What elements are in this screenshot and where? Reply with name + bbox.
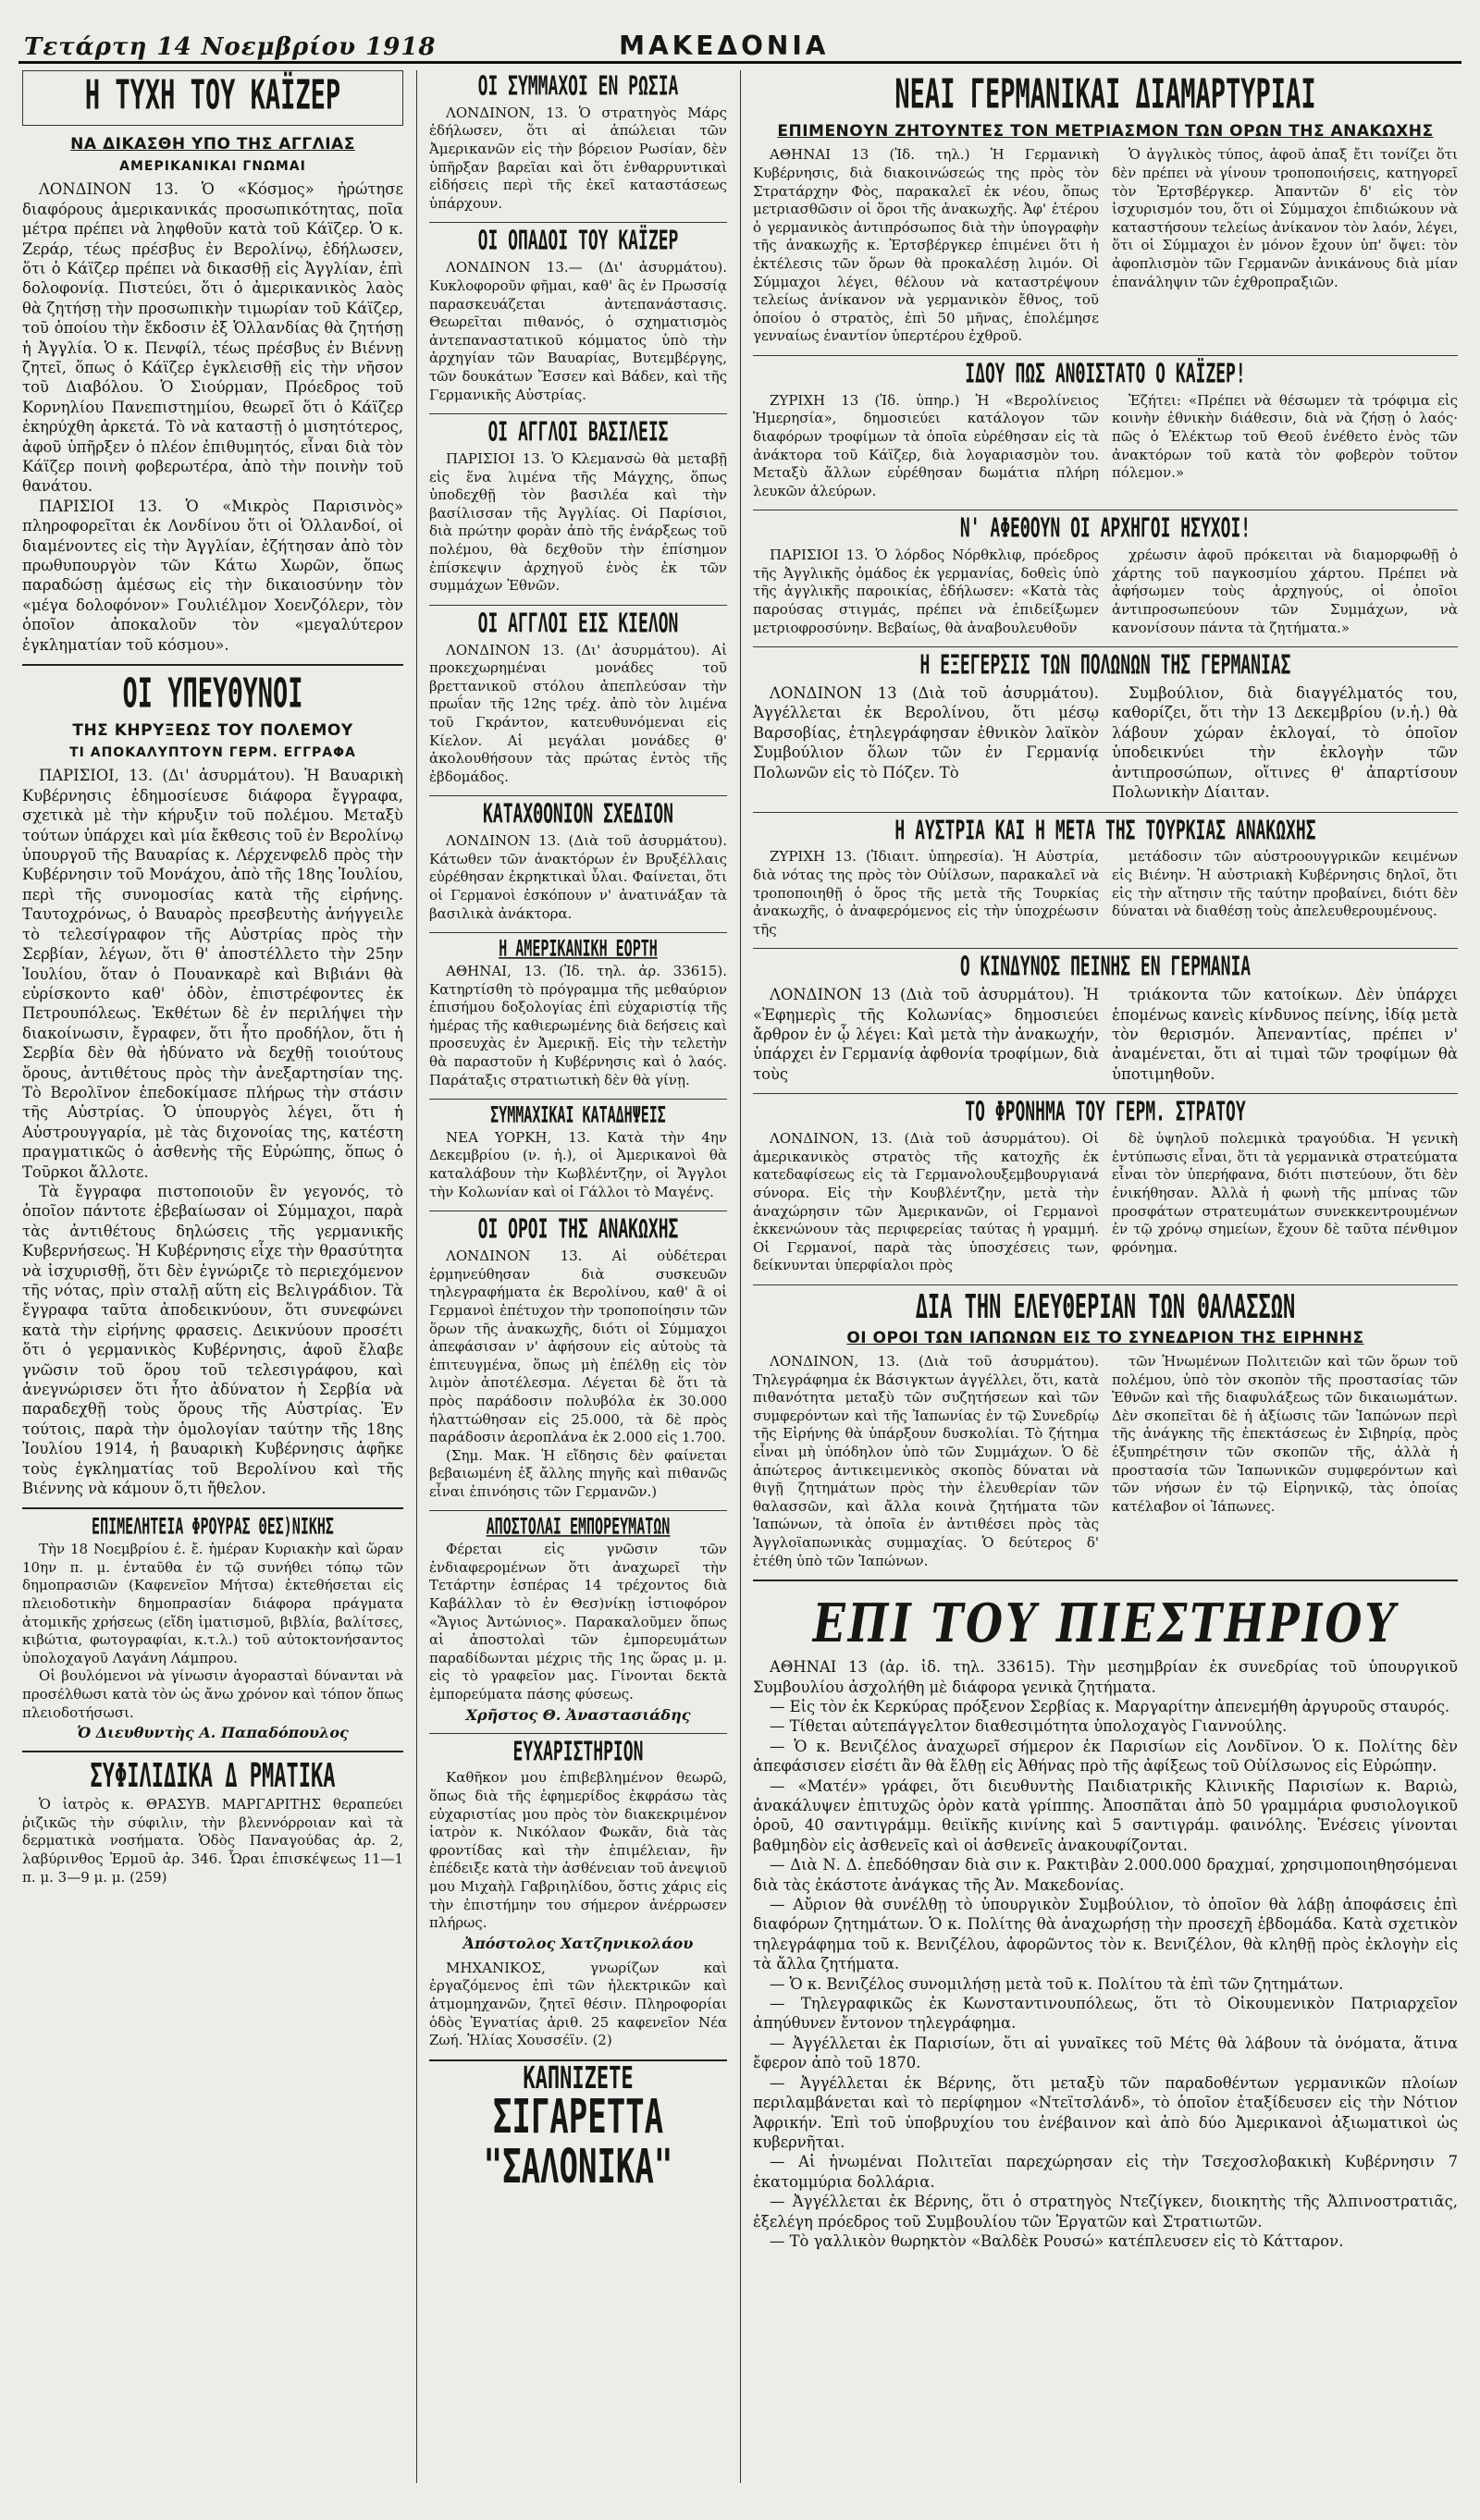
ad-line: ΣΙΓΑΡΕΤΤΑ "ΣΑΛΟΝΙΚΑ" [483, 2089, 673, 2195]
paragraph: — Διὰ Ν. Δ. ἐπεδόθησαν διὰ σιν κ. Ρακτιβὰν 2.000.000 δραχμαί, χρησιμοποιηθησόμεναι διὰ τὰς ἐκάστοτε ἀνάγκας τῆς Ἀν. Μακεδονίας. [753, 1856, 1458, 1894]
two-column-body [753, 146, 1458, 346]
two-column-body [753, 985, 1458, 1084]
two-column-body [753, 547, 1458, 637]
paragraph: (Σημ. Μακ. Ἡ εἴδησις δὲν φαίνεται βεβαιωμένη ἐξ ἄλλης πηγῆς καὶ πιθανῶς εἶναι ἐπινόησις τῶν Γερμανῶν.) [429, 1446, 727, 1500]
paragraph: ΛΟΝΔΙΝΟΝ, 13. (Διὰ τοῦ ἀσυρμάτου). Τηλεγράφημα ἐκ Βάσιγκτων ἀγγέλλει, ὅτι, κατὰ πιθανότητα μεταξὺ τῶν συζητήσεων καὶ τῶν συμφερόντων καὶ τῆς Ἰαπωνίας ἐν τῷ Συνεδρίῳ τῆς Εἰρήνης θὰ ὑπάρξουν δυσκολίαι. Τὸ ζήτημα εἶναι μὴ ὑπόδηλον ὑπὸ τῶν Συμμάχων. Ὁ δὲ ἀπώτερος ἀντικειμενικὸς σκοπὸς δύναται νὰ θιγῇ ζητημάτων πρὸς τὴν ἐλευθερίαν τῶν θαλασσῶν, καὶ ἄλλα κοινὰ ζητήματα τῶν Ἰαπώνων, τὰ ὁποῖα ἐν ἀντιθέσει πρὸς τὰς Ἀγγλοϊαπωνικὰς συμμαχίας. Ὁ δεύτερος δ' ἐτέθη ὑπὸ τῶν Ἰαπώνων. [753, 1353, 1099, 1569]
article-kiel [429, 608, 727, 787]
headline: ΔΙΑ ΤΗΝ ΕΛΕΥΘΕΡΙΑΝ ΤΩΝ ΘΑΛΑΣΣΩΝ [915, 1289, 1296, 1327]
newspaper-name: ΜΑΚΕΔΟΝΙΑ [619, 31, 830, 61]
newspaper-page [18, 18, 1462, 2483]
paragraph: ΠΑΡΙΣΙΟΙ 13. Ὁ λόρδος Νόρθκλιφ, πρόεδρος τῆς Ἀγγλικῆς ὁμάδος ἐκ γερμανίας, δοθεὶς ὑπὸ τῆς ἀγγλικῆς παροικίας, ἐδήλωσεν: «Κατὰ τὰς παρούσας στιγμάς, πρέπει νὰ ἐπιδείξωμεν μετριοφροσύνην. Βεβαίως, θὰ ἀναβουλευθοῦν [753, 547, 1099, 636]
headline: ΤΟ ΦΡΟΝΗΜΑ ΤΟΥ ΓΕΡΜ. ΣΤΡΑΤΟΥ [965, 1097, 1246, 1129]
paragraph: ΛΟΝΔΙΝΟΝ 13. (Διὰ τοῦ ἀσυρμάτου). Κάτωθεν τῶν ἀνακτόρων ἐν Βρυξέλλαις εὑρέθησαν ἐκρηκτικαὶ ὗλαι. Φαίνεται, ὅτι οἱ Γερμανοὶ ἐσκόπουν ν' ἀνατινάξαν τὰ βασιλικὰ ἀνάκτορα. [429, 832, 727, 922]
two-column-body [753, 683, 1458, 802]
paragraph: μετάδοσιν τῶν αὐστροουγγρικῶν κειμένων εἰς Βιένην. Ἡ αὐστριακὴ Κυβέρνησις δηλοῖ, ὅτι εἰς τὴν αἴτησιν τῆς ταύτην προβαίνει, διότι δὲν δύναται νὰ διαθέσῃ τοὺς ἀπελευθερουμένους. [1112, 848, 1458, 920]
headline: ΙΔΟΥ ΠΩΣ ΑΝΘΙΣΤΑΤΟ Ο ΚΑΪΖΕΡ! [965, 359, 1246, 390]
article-kaiser-resisted [753, 359, 1458, 500]
headline: ΟΙ ΑΓΓΛΟΙ ΒΑΣΙΛΕΙΣ [487, 417, 669, 449]
subheadline: ΤΗΣ ΚΗΡΥΞΕΩΣ ΤΟΥ ΠΟΛΕΜΟΥ [72, 721, 353, 741]
headline: ΟΙ ΟΠΑΔΟΙ ΤΟΥ ΚΑΪΖΕΡ [477, 226, 679, 258]
paragraph: ΛΟΝΔΙΝΟΝ 13. Αἱ οὐδέτεραι ἑρμηνεύθησαν διὰ συσκευῶν τηλεγραφήματα ἐκ Βερολίνου, καθ' ἃ οἱ Γερμανοὶ ἐπέτυχον τὴν τροποποίησιν τῶν ὅρων τῆς ἀνακωχῆς, διότι οἱ Σύμμαχοι ἀπεφάσισαν ν' ἀφήσουν εἰς αὐτοὺς τὰ ἐπιτευγμένα, ὅπως μὴ ἐπέλθῃ εἰς τὸν λιμὸν ἀποτέλεσμα. Λέγεται δὲ ὅτι τὰ πρὸς παράδοσιν πολυβόλα ἐκ 30.000 ἠλαττώθησαν εἰς 25.000, τὰ δὲ πρὸς παράδοσιν ἀεροπλάνα ἐκ 2.000 εἰς 1.700. [429, 1248, 727, 1446]
paragraph: — Ἀγγέλλεται ἐκ Βέρνης, ὅτι μεταξὺ τῶν παραδοθέντων γερμανικῶν πλοίων περιλαμβάνεται καὶ τὸ περίφημον «Ντεϊτσλάνδ», τὸ ὁποῖον ἐταξίδευσεν εἰς τὴν Νότιον Ἀφρικήν. Ἐπὶ τοῦ ὑποβρυχίου του ἐνέβαινον καὶ ἀπὸ δύο Ἀμερικανοὶ ἀξιωματικοὶ ὡς κυβερνῆται. [753, 2073, 1458, 2151]
ad-doctor [22, 1760, 403, 1887]
paragraph: — Εἰς τὸν ἐκ Κερκύρας πρόξενον Σερβίας κ. Μαργαρίτην ἀπενεμήθη ἀργυροῦς σταυρός. [770, 1697, 1450, 1715]
paragraph: Συμβούλιον, διὰ διαγγέλματός του, καθορίζει, ὅτι τὴν 13 Δεκεμβρίου (ν.ἡ.) θὰ λάβουν χώραν ἐκλογαί, τὸ ὁποῖον ὑποδεικνύει τὴν ἐκλογὴν τῶν ἀντιπροσώπων, οἵτινες θ' ἀπαρτίσουν Πολωνικὴν Δίαιταν. [1112, 684, 1458, 802]
paragraph: ΑΘΗΝΑΙ 13 (ἀρ. ἰδ. τηλ. 33615). Τὴν μεσημβρίαν ἐκ συνεδρίας τοῦ ὑπουργικοῦ Συμβουλίου ἀσχολήθη μὲ διάφορα γενικὰ ζητήματα. [753, 1658, 1458, 1696]
paragraph: — Ἀγγέλλεται ἐκ Βέρνης, ὅτι ὁ στρατηγὸς Ντεζίγκεν, διοικητὴς τῆς Ἀλπινοστρατιᾶς, ἐξελέγη πρόεδρος τοῦ Συμβουλίου τῶν Ἐργατῶν καὶ Στρατιωτῶν. [753, 2193, 1458, 2231]
article-leaders-quiet [753, 513, 1458, 637]
headline: ΕΠΙ ΤΟΥ ΠΙΕΣΤΗΡΙΟΥ [812, 1592, 1399, 1654]
subheadline: ΝΑ ΔΙΚΑΣΘΗ ΥΠΟ ΤΗΣ ΑΓΓΛΙΑΣ [70, 135, 355, 154]
paragraph: — Αἱ ἡνωμέναι Πολιτεῖαι παρεχώρησαν εἰς τὴν Τσεχοσλοβακικὴ Κυβέρνησιν 7 ἑκατομμύρια δολλάρια. [753, 2153, 1458, 2191]
paragraph: τριάκοντα τῶν κατοίκων. Δὲν ὑπάρχει ἑπομένως κανεὶς κίνδυνος πείνης, ἰδίᾳ μετὰ τὸν θερισμόν. Ἀπεναντίας, πρέπει ν' ἀναμένεται, ὅτι αἱ τιμαὶ τῶν τροφίμων θὰ ὑποτιμηθοῦν. [1112, 986, 1458, 1083]
paragraph: ΖΥΡΙΧΗ 13 (Ἰδ. ὑπηρ.) Ἡ «Βερολίνειος Ἡμερησία», δημοσιεύει κατάλογον τῶν διαφόρων τροφίμων τὰ ὁποῖα εὑρέθησαν εἰς τὰ ἀνάκτορα τοῦ Κάϊζερ, διὰ λογαριασμὸν του. Μεταξὺ ἄλλων εὑρέθησαν δωμάτια πλήρη λευκῶν ἀλεύρων. [753, 391, 1099, 499]
paragraph: — Ὁ κ. Βενιζέλος ἀναχωρεῖ σήμερον ἐκ Παρισίων εἰς Λονδῖνον. Ὁ κ. Πολίτης δὲν ἀπεφάσισεν εἰσέτι ἂν θὰ ἔλθῃ εἰς Ἀθήνας πρὸ τῆς ἀφίξεως τοῦ Οὐίλσωνος εἰς Εὐρώπην. [753, 1737, 1458, 1776]
paragraph: Οἱ βουλόμενοι νὰ γίνωσιν ἀγορασταὶ δύνανται νὰ προσέλθωσι κατὰ τὸν ὡς ἄνω χρόνον καὶ τόπον ὅπως πλειοδοτήσωσι. [22, 1667, 403, 1721]
masthead [18, 18, 1462, 64]
paragraph: — «Ματέν» γράφει, ὅτι διευθυντὴς Παιδιατρικῆς Κλινικῆς Παρισίων κ. Βαριὼ, ἀνακάλυψεν ἐπιτυχῶς ὀρὸν κατὰ γρίππης. Ἀποσπᾶται ἀπὸ 50 γραμμάρια φυσιολογικοῦ ὀροῦ, 40 σαντιγράμμ. θειϊκῆς κινίνης καὶ 5 σαντιγράμ. φαινόλης. Ἐνέσεις γίνονται βαθμηδὸν εἰς ἀσθενεῖς καὶ οἱ ἀσθενεῖς ἀνακουφίζονται. [753, 1776, 1458, 1854]
headline: ΣΥΦΙΛΙΔΙΚΑ Δ ΡΜΑΤΙΚΑ [90, 1758, 336, 1796]
headline: Η ΑΥΣΤΡΙΑ ΚΑΙ Η ΜΕΤΑ ΤΗΣ ΤΟΥΡΚΙΑΣ ΑΝΑΚΩΧΗΣ [894, 815, 1316, 847]
headline: ΣΥΜΜΑΧΙΚΑΙ ΚΑΤΑΔΗΨΕΙΣ [490, 1101, 666, 1129]
paragraph: — Τὸ γαλλικὸν θωρηκτὸν «Βαλδὲκ Ρουσώ» κατέπλευσεν εἰς τὸ Κάτταρον. [770, 2231, 1344, 2250]
article-allied-occupation [429, 1101, 727, 1201]
headline: Ο ΚΙΝΔΥΝΟΣ ΠΕΙΝΗΣ ΕΝ ΓΕΡΜΑΝΙΑ [959, 952, 1252, 984]
article-american-feast [429, 935, 727, 1089]
two-column-body [753, 848, 1458, 939]
paragraph: ΛΟΝΔΙΝΟΝ, 13. Ὁ στρατηγὸς Μάρς ἐδήλωσεν, ὅτι αἱ ἀπώλειαι τῶν Ἀμερικανῶν εἰς τὴν βόρειον Ρωσίαν, δὲν ὑπῆρξαν βαρεῖαι καὶ ὅτι ἐνθαρρυντικαὶ εἰδήσεις περὶ τῆς ἐκεῖ καταστάσεως ὑπάρχουν. [429, 104, 727, 212]
paragraph: Ἐζήτει: «Πρέπει νὰ θέσωμεν τὰ τρόφιμα εἰς κοινὴν ἐθνικὴν διάθεσιν, διὰ νὰ ζήσῃ ὁ λαός· πῶς ὁ Ἐλέκτωρ τοῦ Θεοῦ ἐνέθετο ἐνὸς τῶν ἀνακτόρων τοῦ κατὰ τὸν φοβερὸν τοῦτον πόλεμον.» [1112, 391, 1458, 482]
paragraph: ΛΟΝΔΙΝΟΝ 13 (Διὰ τοῦ ἀσυρμάτου). Ἀγγέλλεται ἐκ Βερολίνου, ὅτι μέσῳ Βαρσοβίας, ἐτηλεγράφησαν ἐθνικὸν λαϊκὸν Συμβούλιον ὅλων τῶν ἐν Γερμανίᾳ Πολωνῶν εἰς τὸ Πόζεν. Τὸ [753, 684, 1099, 781]
notice-garrison [22, 1513, 403, 1742]
paragraph: ΛΟΝΔΙΝΟΝ 13. (Δι' ἀσυρμάτου). Αἱ προκεχωρημέναι μονάδες τοῦ βρεττανικοῦ στόλου ἀπεπλεύσαν τὴν πρωΐαν τῆς 12ης τρέχ. ἀπὸ τὸν λιμένα τοῦ Γκράντον, κατευθυνόμεναι εἰς Κίελον. Αἱ μεγάλαι μονάδες θ' ἀκολουθήσουν τὰς πρώτας ἐντὸς τῆς ἑβδομάδος. [429, 641, 727, 785]
headline: Η ΑΜΕΡΙΚΑΝΙΚΗ ΕΟΡΤΗ [499, 935, 658, 963]
signature: Χρῆστος Θ. Ἀναστασιάδης [465, 1705, 691, 1724]
headline: ΕΥΧΑΡΙΣΤΗΡΙΟΝ [512, 1736, 644, 1768]
paragraph: ΖΥΡΙΧΗ 13. (Ἰδιαιτ. ὑπηρεσία). Ἡ Αὐστρία, διὰ νότας της πρὸς τὸν Οὐίλσων, παρακαλεῖ νὰ τροποποιηθῇ ὁ ὅρος τῆς μετὰ τῆς Τουρκίας ἀνακωχῆς, ὁ ἀναφερόμενος εἰς τὴν ὑποχρέωσιν τῆς [753, 848, 1099, 938]
paragraph: — Τηλεγραφικῶς ἐκ Κωνσταντινουπόλεως, ὅτι τὸ Οἰκουμενικὸν Πατριαρχεῖον ἀπηύθυνεν ἔντονον τηλεγράφημα. [753, 1995, 1458, 2033]
headline: ΑΠΟΣΤΟΛΑΙ ΕΜΠΟΡΕΥΜΑΤΩΝ [486, 1513, 671, 1541]
article-armistice-terms [429, 1214, 727, 1501]
paragraph: χρέωσιν ἀφοῦ πρόκειται νὰ διαμορφωθῇ ὁ χάρτης τοῦ παγκοσμίου χάρτου. Πρέπει νὰ ἀφήσωμεν τοὺς ἀρχηγούς, οἱ ὁποῖοι ἀντιπροσωπεύουν τῶν Συμμάχων, νὰ κανονίσουν πάντα τὰ ζητήματα.» [1112, 547, 1458, 636]
column-1 [18, 70, 407, 2483]
column-divider [740, 70, 741, 2483]
headline: ΕΠΙΜΕΛΗΤΕΙΑ ΦΡΟΥΡΑΣ ΘΕΣ)ΝΙΚΗΣ [92, 1513, 334, 1541]
headline: Η ΕΞΕΓΕΡΣΙΣ ΤΩΝ ΠΟΛΩΝΩΝ ΤΗΣ ΓΕΡΜΑΝΙΑΣ [919, 650, 1291, 682]
paragraph: Τὴν 18 Νοεμβρίου ἐ. ἔ. ἡμέραν Κυριακὴν καὶ ὥραν 10ην π. μ. ἐνταῦθα ἐν τῷ συνήθει τόπῳ τῶν δημοπρασιῶν (Καφενεῖον Μήτσα) ἐκτεθήσεται εἰς πλειοδοτικὴν δημοπρασίαν διάφορα πράγματα ἀτομικῆς χρήσεως (εἴδη ἱματισμοῦ, βιβλία, βαλίτσες, κιβώτια, φωτογραφίαι, κ.τ.λ.) τοῦ αὐτοκτονήσαντος ὑπολοχαγοῦ Λαγάνη Λάμπρου. [22, 1541, 403, 1666]
article-allies-russia [429, 71, 727, 213]
headline: Ν' ΑΦΕΘΟΥΝ ΟΙ ΑΡΧΗΓΟΙ ΗΣΥΧΟΙ! [959, 513, 1252, 546]
paragraph: Φέρεται εἰς γνῶσιν τῶν ἐνδιαφερομένων ὅτι ἀναχωρεῖ τὴν Τετάρτην ἑσπέρας 14 τρέχοντος διὰ Καβάλλαν τὸ ἐν Θεσ)νίκῃ ἱστιοφόρον «Ἅγιος Ἀντώνιος». Παρακαλοῦμεν ὅπως αἱ ἀποστολαὶ τῶν ἐμπορευμάτων παραδίδωνται μέχρις τῆς 1ης ὥρας μ. μ. εἰς τὸ γραφεῖον μας. Γίνονται δεκτὰ ἐμπορεύματα πάσης φύσεως. [429, 1541, 727, 1703]
headline: ΝΕΑΙ ΓΕΡΜΑΝΙΚΑΙ ΔΙΑΜΑΡΤΥΡΙΑΙ [894, 72, 1316, 118]
notice-thanks [429, 1736, 727, 2050]
paragraph: ΛΟΝΔΙΝΟΝ 13.— (Δι' ἀσυρμάτου). Κυκλοφοροῦν φῆμαι, καθ' ἃς ἐν Πρωσσίᾳ παρασκευάζεται ἀντεπανάστασις. Θεωρεῖται πιθανός, ὁ σχηματισμὸς ἀντεπαναστατικοῦ κόμματος ὑπὸ τὴν ἀρχηγίαν τῶν Βαυαρίας, Βυτεμβέργης, τῶν δουκάτων Ἔσσεν καὶ Βάδεν, καὶ τῆς Γερμανικῆς Αὐστρίας. [429, 259, 727, 403]
paragraph: ΠΑΡΙΣΙΟΙ 13. Ὁ «Μικρὸς Παρισινὸς» πληροφορεῖται ἐκ Λονδίνου ὅτι οἱ Ὁλλανδοί, οἱ διαμένοντες εἰς τὴν Ἀγγλίαν, ἐζήτησαν ἀπὸ τὸν πρωθυπουργὸν τῶν Κάτω Χωρῶν, ὅπως παραδώσῃ ἀμέσως εἰς τὴν δικαιοσύνην τὸν «μέγα δολοφόνον» Γουλιέλμον Χοενζόλερν, τὸν ὁποῖον ἀποκαλοῦν τὸν «μεγαλύτερον ἐγκληματίαν τοῦ κόσμου». [22, 497, 403, 654]
paragraph: Καθῆκον μου ἐπιβεβλημένον θεωρῶ, ὅπως διὰ τῆς ἐφημερίδος ἐκφράσω τὰς εὐχαριστίας μου πρὸς τὸν διακεκριμένον ἰατρὸν κ. Νικόλαον Φωκᾶν, διὰ τὰς φροντίδας καὶ τὴν ἐπιμέλειαν, ἣν ἐπέδειξε κατὰ τὴν ἀσθένειαν τοῦ ἀνεψιοῦ μου Μιχαὴλ Γαβριηλίδου, ὅστις χάρις εἰς τὴν ἐπιστήμην του σήμερον ἀνέρρωσεν πλήρως. [429, 1769, 727, 1932]
paragraph: Ὁ ἰατρὸς κ. ΘΡΑΣΥΒ. ΜΑΡΓΑΡΙΤΗΣ θεραπεύει ῥιζικῶς τὴν σύφιλιν, τὴν βλεννόρροιαν καὶ τὰ δερματικὰ νοσήματα. Ὁδὸς Παναγούδας ἀρ. 2, λαβύρινθος Ἐρμοῦ ἀρ. 346. Ὧραι ἐπισκέψεως 11—1 π. μ. 3—9 μ. μ. (259) [22, 1796, 403, 1886]
column-3 [749, 70, 1462, 2483]
paragraph: Ὁ ἀγγλικὸς τύπος, ἀφοῦ ἀπαξ ἔτι τονίζει ὅτι δὲν πρέπει νὰ γίνουν τροποποιήσεις, κατηγορεῖ τὸν Ἐρτσβέργκερ. Ἀπαντῶν δ' εἰς τὸν ἰσχυρισμόν του, ὅτι οἱ Σύμμαχοι ἐπιδιώκουν νὰ καταστήσουν τελείως ἀνίκανον τὸν λαόν, λέγει, ὅτι οἱ Σύμμαχοι ἐν μόνον ἔχουν ὑπ' ὄψει: τὸν ἀφοπλισμὸν τῶν Γερμανῶν ἀνικάνους διὰ μίαν ἐπανάληψιν τῶν ἐχθροπραξιῶν. [1112, 146, 1458, 290]
notice-shipments [429, 1513, 727, 1724]
article-underground-plan [429, 799, 727, 923]
two-column-body [753, 1130, 1458, 1275]
article-english-kings [429, 417, 727, 596]
headline: ΟΙ ΥΠΕΥΘΥΝΟΙ [122, 671, 303, 718]
ad-cigarettes [429, 2061, 727, 2195]
headline: ΚΑΤΑΧΘΟΝΙΟΝ ΣΧΕΔΙΟΝ [483, 799, 673, 831]
paragraph: Τὰ ἔγγραφα πιστοποιοῦν ἓν γεγονός, τὸ ὁποῖον πάντοτε ἐβεβαίωσαν οἱ Σύμμαχοι, παρὰ τὰς ἀντιθέτους δηλώσεις τῆς γερμανικῆς Κυβερνήσεως. Ἡ Κυβέρνησις εἶχε τὴν θρασύτητα νὰ ἰσχυρισθῇ, ὅτι δὲν ἐγνώριζε τὸ περιεχόμενον τῆς νότας, πρὶν σταλῇ αὕτη εἰς Βελιγράδιον. Τὰ ἔγγραφα ταῦτα ἀποδεικνύουν, ὅτι συνεφώνει κατὰ τὴν εἰρήνης φρασεις. Δεικνύουν προσέτι ὅτι ὁ γερμανικὸς Κυβέρνησις, ἀφοῦ ἔλαβε γνῶσιν τοῦ ὅρου τοῦ τελεσιγράφου, καὶ ἀνεγνώρισεν ὅτι ἦτο ἀδύνατον ἡ Σερβία νὰ παραδεχθῇ τοὺς ὅρους τῆς Αὐστρίας. Ἐν τούτοις, παρὰ τὴν ὁμολογίαν ταύτην τῆς 18ης Ἰουλίου 1914, ἡ βαυαρικὴ Κυβέρνησις ἀφῆκε τοὺς ἐγκληματίας τοῦ Βερολίνου καὶ τῆς Βιέννης νὰ κάμουν ὅ,τι ἤθελον. [22, 1182, 403, 1498]
columns [18, 70, 1462, 2483]
paragraph: — Αὔριον θὰ συνέλθῃ τὸ ὑπουργικὸν Συμβούλιον, τὸ ὁποῖον θὰ λάβῃ ἀποφάσεις ἐπὶ διαφόρων ζητημάτων. Ὁ κ. Πολίτης θὰ ἀναχωρήσῃ τὴν προσεχῆ ἑβδομάδα. Κατὰ σχετικὸν τηλεγράφημα τοῦ κ. Βενιζέλου, ἀφορῶντος τὸν κ. Βενιζέλον, θὰ κληθῇ πρὸς ἐκλογὴν εἰς τὰ ἄλλα ζητήματα. [753, 1896, 1458, 1973]
paragraph: δὲ ὑψηλοῦ πολεμικὰ τραγούδια. Ἡ γενικὴ ἐντύπωσις εἶναι, ὅτι τὰ γερμανικὰ στρατεύματα εἶναι τὸν ὑπερήφανα, διότι πιστεύουν, ὅτι δὲν ἐνικήθησαν. Ἀλλὰ ἡ φωνὴ τῆς μπίνας τῶν προσφάτων στρατευμάτων συνεκκεντρουμένων ἐν τῷ χρόνῳ σημείων, ἔχουν δὲ ταῦτα πένθιμον φρόνημα. [1112, 1130, 1458, 1256]
article-press-column [753, 1592, 1458, 2251]
paragraph: ΛΟΝΔΙΝΟΝ 13 (Διὰ τοῦ ἀσυρμάτου). Ἡ «Ἐφημερὶς τῆς Κολωνίας» δημοσιεύει ἄρθρον ἐν ᾧ λέγει: Καὶ μετὰ τὴν ἀνακωχήν, ὑπάρχει ἐν Γερμανίᾳ ἀφθονία τροφίμων, διὰ τοὺς [753, 986, 1099, 1083]
paragraph: — Ὁ κ. Βενιζέλος συνομιλήσῃ μετὰ τοῦ κ. Πολίτου τὰ ἐπὶ τῶν ζητημάτων. [770, 1974, 1344, 1993]
article-kaiser-followers [429, 228, 727, 404]
article-freedom-seas [753, 1291, 1458, 1570]
ad-line: ΚΑΠΝΙΖΕΤΕ [523, 2061, 634, 2096]
paragraph: ΑΘΗΝΑΙ, 13. (Ἰδ. τηλ. ἀρ. 33615). Κατηρτίσθη τὸ πρόγραμμα τῆς μεθαύριον ἐπισήμου δοξολογίας ἐπὶ εὐχαριστίᾳ τῆς ἡμέρας τῆς καθιερωμένης διὰ δεήσεις καὶ προσευχὰς ἐν Ἀμερικῇ. Εἰς τὴν τελετὴν θὰ παραστοῦν ἡ Κυβέρνησις καὶ ὁ λαός. Παράταξις στρατιωτικὴ δὲν θὰ γίνῃ. [429, 962, 727, 1088]
paragraph: ΝΕΑ ΥΟΡΚΗ, 13. Κατὰ τὴν 4ην Δεκεμβρίου (ν. ἡ.), οἱ Ἀμερικανοὶ θὰ καταλάβουν τὴν Κωβλέντζην, οἱ Ἄγγλοι τὴν Κολωνίαν καὶ οἱ Γάλλοι τὸ Μαγένς. [429, 1128, 727, 1200]
column-2 [426, 70, 731, 2483]
signature: Ἀπόστολος Χατζηνικολάου [462, 1934, 694, 1952]
paragraph: ΛΟΝΔΙΝΟΝ, 13. (Διὰ τοῦ ἀσυρμάτου). Οἱ ἀμερικανικὸς στρατὸς τῆς κατοχῆς ἐκ κατεδαφίσεως εἰς τὰ Γερμανολουξεμβουργιανά σύνορα. Εἰς τὴν Κουβλέντζην, μετὰ τὴν ἀναχώρησιν τῶν Ἀμερικανῶν, οἱ Γερμανοὶ ἐκκενώνουν τὰς περιφερείας ταύτας ἡ γραμμή. Οἱ Γερμανοί, παρὰ τὰς ὑποσχέσεις των, δείκνυνται ὑπερφίαλοι πρὸς [753, 1130, 1099, 1274]
article-kaiser-fate [22, 70, 403, 655]
headline: ΟΙ ΟΡΟΙ ΤΗΣ ΑΝΑΚΩΧΗΣ [477, 1214, 679, 1246]
article-austria-turkey [753, 815, 1458, 940]
two-column-body [753, 392, 1458, 501]
paragraph: τῶν Ἡνωμένων Πολιτειῶν καὶ τῶν ὅρων τοῦ πολέμου, ὑπὸ τὸν σκοπὸν τῆς προστασίας τῶν Ἐθνῶν καὶ τῆς διαφυλάξεως τῶν δικαιωμάτων. Δὲν σκοπεῖται δὲ ἡ ἀξίωσις τῶν Ἰαπώνων περὶ τῆς ἀνάγκης τῆς ἐπεκτάσεως ἐν Σιβηρίᾳ, πρὸς ἐξυπηρέτησιν τῶν σκοπῶν τῆς, ἀλλὰ ἡ προστασία τῶν Ἰαπωνικῶν συμφερόντων καὶ τῶν νήσων ἐν τῷ Εἰρηνικῷ, τὰς ὁποίας κατέλαβον οἱ Ἰάπωνες. [1112, 1353, 1458, 1515]
headline: Η ΤΥΧΗ ΤΟΥ ΚΑΪΖΕΡ [84, 73, 341, 119]
headline: ΟΙ ΣΥΜΜΑΧΟΙ ΕΝ ΡΩΣΙΑ [477, 71, 679, 103]
signature: Ὁ Διευθυντὴς Α. Παπαδόπουλος [77, 1724, 349, 1742]
paragraph: — Ἀγγέλλεται ἐκ Παρισίων, ὅτι αἱ γυναῖκες τοῦ Μέτς θὰ λάβουν τὰ ὀνόματα, ἅτινα ἔφερον ἀπὸ τοῦ 1870. [753, 2034, 1458, 2072]
article-famine-danger [753, 954, 1458, 1084]
kicker: ΑΜΕΡΙΚΑΝΙΚΑΙ ΓΝΩΜΑΙ [119, 159, 306, 175]
article-army-morale [753, 1097, 1458, 1275]
paragraph: ΠΑΡΙΣΙΟΙ 13. Ὁ Κλεμανσὼ θὰ μεταβῇ εἰς ἕνα λιμένα τῆς Μάγχης, ὅπως ὑποδεχθῇ τὸν βασιλέα καὶ τὴν βασίλισσαν τῆς Ἀγγλίας. Οἱ Παρίσιοι, διὰ πρώτην φορὰν ἀπὸ τῆς ἐνάρξεως τοῦ πολέμου, θὰ δεχθοῦν τὴν ἐπίσημον ἐπίσκεψιν ἀρχηγοῦ ἑνὸς ἐκ τῶν συμμάχων Ἐθνῶν. [429, 449, 727, 595]
two-column-body [753, 1353, 1458, 1570]
paragraph: ΜΗΧΑΝΙΚΟΣ, γνωρίζων καὶ ἐργαζόμενος ἐπὶ τῶν ἠλεκτρικῶν καὶ ἀτμομηχανῶν, ζητεῖ θέσιν. Πληροφορίαι ὁδὸς Ἐγνατίας ἀριθ. 25 καφενεῖον Νέα Ζωή. Ἠλίας Χουσσέϊν. (2) [429, 1959, 727, 2049]
article-responsible [22, 673, 403, 1498]
paragraph: ΠΑΡΙΣΙΟΙ, 13. (Δι' ἀσυρμάτου). Ἡ Βαυαρικὴ Κυβέρνησις ἐδημοσίευσε διάφορα ἔγγραφα, σχετικὰ μὲ τὴν κήρυξιν τοῦ πολέμου. Μεταξὺ τούτων ὑπάρχει καὶ μία ἔκθεσις τοῦ ἐν Βερολίνῳ ὑπουργοῦ τῆς Βαυαρίας κ. Λέρχενφελδ πρὸς τὴν Κυβέρνησιν τοῦ Μονάχου, ἀπὸ τῆς 18ης Ἰουλίου, περὶ τῆς συνομοσίας κατὰ τῆς εἰρήνης. Ταυτοχρόνως, ὁ Βαυαρὸς πρεσβευτὴς ἀνήγγειλε τὸ τελεσίγραφον τῆς Αὐστρίας πρὸς τὴν Σερβίαν, λέγων, ὅτι θ' ἀποστέλλετο τὴν 25ην Ἰουλίου, ὅταν ὁ Πουανκαρὲ καὶ Βιβιάνι θὰ εὑρίσκοντο καθ' ὁδὸν, ἐπιστρέφοντες ἐκ Πετρουπόλεως. Ἐκθέτων δὲ ἐν περιλήψει τὴν διακοίνωσιν, ἔγραφεν, ὅτι ἦτο προδήλον, ὅτι ἡ Σερβία δὲν θὰ ἠδύνατο νὰ δεχθῇ τοιούτους ὅρους, ἀντιθέτους πρὸς τὴν ἀνεξαρτησίαν της. Τὸ Βερολῖνον ἐπεδοκίμασε πλήρως τὴν στάσιν τῆς Αὐστρίας. Ὁ ὑπουργὸς λέγει, ὅτι ἡ Αὐστρουγγαρία, μὲ τὰς διχονοίας της, κατέστη πραγματικῶς ὁ ἀσθενὴς τῆς Εὐρώπης, ὅπως ὁ Τοῦρκοι ἄλλοτε. [22, 767, 403, 1181]
issue-date: Τετάρτη 14 Νοεμβρίου 1918 [24, 33, 437, 61]
subheadline: ΟΙ ΟΡΟΙ ΤΩΝ ΙΑΠΩΝΩΝ ΕΙΣ ΤΟ ΣΥΝΕΔΡΙΟΝ ΤΗΣ ΕΙΡΗΝΗΣ [846, 1329, 1364, 1348]
article-polish-uprising [753, 650, 1458, 802]
paragraph: ΑΘΗΝΑΙ 13 (Ἰδ. τηλ.) Ἡ Γερμανικὴ Κυβέρνησις, διὰ διακοινώσεώς της πρὸς τὸν Στρατάρχην Φὸς, παρακαλεῖ ἐκ νέου, ὅπως μετριασθῶσιν οἱ ὅροι τῆς ἀνακωχῆς. Ἀφ' ἑτέρου ὁ γερμανικὸς ἀντιπρόσωπος διὰ τὴν ὑπογραφὴν τῆς ἀνακωχῆς κ. Ἐρτσβέργκερ ἐπιμένει ὅτι ἡ ἐκτέλεσις τῶν ὅρων θὰ προκαλέσῃ λιμόν. Οἱ Σύμμαχοι λέγει, θέλουν νὰ καταστρέψουν τελείως ἀνίκανον νὰ γερμανικὸν ἔθνος, τοῦ ὁποίου ὁ στρατὸς, ἐπὶ 50 μῆνας, ἐπολέμησε γενναίως ἐναντίον ὑπερτέρου ἐχθροῦ. [753, 146, 1099, 345]
headline: ΟΙ ΑΓΓΛΟΙ ΕΙΣ ΚΙΕΛΟΝ [477, 608, 679, 640]
paragraph: — Τίθεται αὐτεπάγγελτον διαθεσιμότητα ὑπολοχαγὸς Γιαννούλης. [770, 1717, 1288, 1736]
column-divider [416, 70, 417, 2483]
divider [753, 1580, 1458, 1581]
subheadline: ΕΠΙΜΕΝΟΥΝ ΖΗΤΟΥΝΤΕΣ ΤΟΝ ΜΕΤΡΙΑΣΜΟΝ ΤΩΝ ΟΡΩΝ ΤΗΣ ΑΝΑΚΩΧΗΣ [777, 122, 1434, 141]
article-german-protests [753, 74, 1458, 346]
kicker: ΤΙ ΑΠΟΚΑΛΥΠΤΟΥΝ ΓΕΡΜ. ΕΓΓΡΑΦΑ [69, 745, 356, 761]
paragraph: ΛΟΝΔΙΝΟΝ 13. Ὁ «Κόσμος» ἠρώτησε διαφόρους ἀμερικανικάς προσωπικότητας, ποῖα μέτρα πρέπει νὰ ληφθοῦν κατὰ τοῦ Κάϊζερ. Ὁ κ. Ζεράρ, τέως πρέσβυς ἐν Βερολίνῳ, ἐδήλωσεν, ὅτι ὁ Κάϊζερ πρέπει νὰ δικασθῇ εἰς Ἀγγλίαν, ἐπὶ δολοφονίᾳ. Πιστεύει, ὅτι ὁ ἀμερικανικὸς λαὸς θὰ ζητήσῃ τὴν προσωπικὴν τιμωρίαν τοῦ Κάϊζερ, τοῦ ὁποίου τὴν ἔκδοσιν ἐξ Ὁλλανδίας θὰ ζητήσῃ ἡ Ἀγγλία. Ὁ κ. Πενφίλ, τέως πρέσβυς ἐν Βιέννῃ ζητεῖ, ὅπως ὁ Κάϊζερ ἐγκλεισθῇ εἰς τὴν νῆσον τοῦ Διαβόλου. Ὁ Σιούρμαν, Πρόεδρος τοῦ Κορνηλίου Πανεπιστημίου, θεωρεῖ ὅτι ὁ Κάϊζερ ἐκηρύχθη ἀρκετά. Τὸ νὰ καταστῇ ὁ μισητότερος, ἀφοῦ ὑπῆρξεν ὁ πλέον ἐπιθυμητός, εἶναι διὰ τὸν Κάϊζερ ποινὴ φοβερωτέρα, ἀπὸ τὴν ποινὴν τοῦ θανάτου. [22, 180, 403, 496]
divider [429, 2059, 727, 2061]
headline-frame [22, 70, 403, 126]
